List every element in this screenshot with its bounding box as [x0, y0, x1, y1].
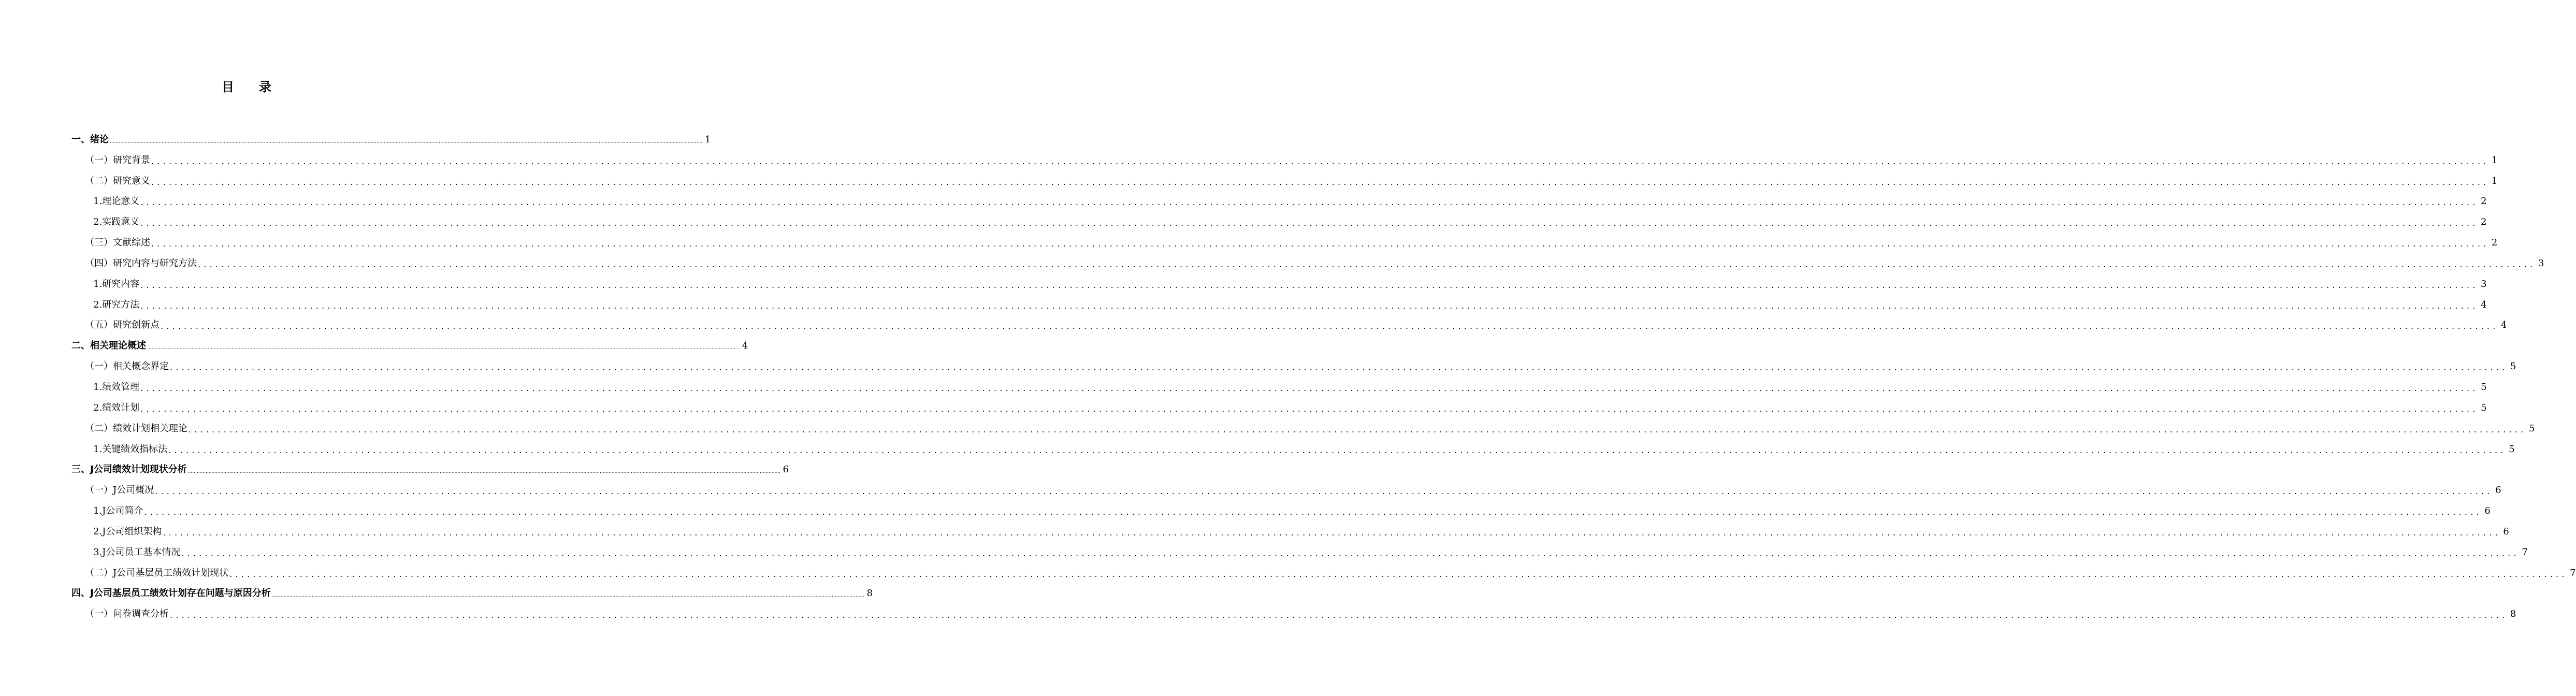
toc-page-number: 7: [2522, 546, 2528, 558]
toc-entry-text: 2.J公司组织架构: [93, 526, 162, 537]
dot-leader: ................................................................................................................................................................................................................................................................................................................................................................................................................: [144, 507, 2482, 517]
toc-entry[interactable]: [0, 456, 789, 477]
toc-entry[interactable]: [0, 147, 2498, 167]
toc-page-number: 5: [2481, 381, 2487, 393]
dot-leader: ................................................................................................................................................................................................................................................................................................................................................................................................................: [170, 363, 2508, 373]
toc-page-number: 4: [742, 340, 748, 352]
toc-entry[interactable]: [0, 539, 2528, 559]
toc-entry[interactable]: [0, 394, 2487, 415]
dot-leader: ................................................................................................................................................................................................................................................................................................................................................................................................................: [187, 469, 781, 475]
toc-page-number: 4: [2481, 299, 2487, 310]
toc-entry[interactable]: [0, 332, 748, 353]
dot-leader: ................................................................................................................................................................................................................................................................................................................................................................................................................: [140, 218, 2479, 228]
toc-entry-text: 2.研究方法: [93, 299, 140, 310]
toc-entry-text: （五）研究创新点: [85, 320, 160, 331]
toc-page-number: 3: [2481, 278, 2487, 289]
toc-page-number: 7: [2570, 567, 2576, 578]
toc-entry[interactable]: [0, 600, 2516, 621]
toc-entry[interactable]: [0, 312, 2507, 332]
dot-leader: ................................................................................................................................................................................................................................................................................................................................................................................................................: [140, 300, 2479, 311]
toc-page-number: 8: [866, 588, 873, 599]
toc-entry-text: 1.关键绩效指标法: [93, 443, 168, 455]
toc-entry-text: （一）研究背景: [85, 154, 150, 166]
toc-entry-text: 一、绪论: [71, 134, 109, 145]
dot-leader: ................................................................................................................................................................................................................................................................................................................................................................................................................: [161, 321, 2499, 331]
toc-page-number: 1: [2491, 154, 2498, 166]
dot-leader: ................................................................................................................................................................................................................................................................................................................................................................................................................: [110, 139, 703, 144]
toc-page-number: 2: [2481, 216, 2487, 228]
toc-page-number: 5: [2528, 423, 2535, 434]
toc-entry-text: 1.绩效管理: [93, 381, 140, 393]
toc-entry-text: 四、J公司基层员工绩效计划存在问题与原因分析: [71, 588, 271, 599]
toc-entry[interactable]: [0, 126, 711, 147]
toc-entry[interactable]: [0, 353, 2516, 373]
toc-entry[interactable]: [0, 291, 2487, 312]
dot-leader: ................................................................................................................................................................................................................................................................................................................................................................................................................: [151, 239, 2490, 249]
toc-entry-text: 3.J公司员工基本情况: [93, 546, 181, 558]
toc-page-number: 6: [2495, 485, 2501, 496]
toc-page-number: 1: [704, 134, 711, 145]
toc-entry-text: 三、J公司绩效计划现状分析: [71, 464, 187, 475]
dot-leader: ................................................................................................................................................................................................................................................................................................................................................................................................................: [140, 403, 2479, 414]
toc-entry-text: （四）研究内容与研究方法: [85, 257, 197, 269]
toc-entry-text: （一）相关概念界定: [85, 361, 169, 372]
dot-leader: ................................................................................................................................................................................................................................................................................................................................................................................................................: [170, 610, 2508, 620]
toc-entry-text: 2.绩效计划: [93, 402, 140, 413]
toc-page-number: 8: [2510, 608, 2516, 620]
toc-entry[interactable]: [0, 167, 2498, 188]
dot-leader: ................................................................................................................................................................................................................................................................................................................................................................................................................: [140, 383, 2479, 393]
toc-entry-text: （一）J公司概况: [85, 485, 154, 496]
toc-entry-text: 2.实践意义: [93, 216, 140, 228]
toc-entry[interactable]: [0, 208, 2487, 229]
dot-leader: ................................................................................................................................................................................................................................................................................................................................................................................................................: [168, 445, 2507, 455]
dot-leader: ................................................................................................................................................................................................................................................................................................................................................................................................................: [271, 593, 865, 599]
dot-leader: ................................................................................................................................................................................................................................................................................................................................................................................................................: [147, 345, 740, 351]
toc-entry-text: （二）研究意义: [85, 175, 150, 186]
toc-page-number: 2: [2481, 196, 2487, 207]
toc-page-number: 5: [2510, 361, 2516, 372]
dot-leader: ................................................................................................................................................................................................................................................................................................................................................................................................................: [229, 569, 2568, 579]
toc-entry[interactable]: [0, 476, 2501, 497]
toc-entry[interactable]: [0, 270, 2487, 291]
toc-entry[interactable]: [0, 250, 2544, 270]
toc-entry-text: （二）J公司基层员工绩效计划现状: [85, 567, 229, 578]
toc-entry-text: （三）文献综述: [85, 237, 150, 249]
toc-page-number: 6: [783, 464, 789, 475]
toc-page-number: 4: [2500, 320, 2507, 331]
toc-page-number: 5: [2509, 443, 2515, 455]
toc-list: [0, 126, 2576, 621]
toc-entry[interactable]: [0, 188, 2487, 209]
toc-entry-text: 1.研究内容: [93, 278, 140, 289]
toc-entry[interactable]: [0, 559, 2576, 580]
dot-leader: ................................................................................................................................................................................................................................................................................................................................................................................................................: [151, 156, 2490, 166]
toc-page-number: 3: [2538, 257, 2544, 269]
toc-entry[interactable]: [0, 229, 2498, 250]
dot-leader: ................................................................................................................................................................................................................................................................................................................................................................................................................: [181, 548, 2520, 558]
toc-entry[interactable]: [0, 518, 2509, 539]
toc-page-number: 6: [2484, 505, 2491, 517]
toc-entry[interactable]: [0, 580, 873, 601]
toc-entry-text: 1.理论意义: [93, 196, 140, 207]
toc-entry-text: （一）问卷调查分析: [85, 608, 169, 620]
dot-leader: ................................................................................................................................................................................................................................................................................................................................................................................................................: [198, 259, 2536, 269]
toc-entry-text: （二）绩效计划相关理论: [85, 423, 187, 434]
dot-leader: ................................................................................................................................................................................................................................................................................................................................................................................................................: [140, 280, 2479, 290]
toc-page-number: 1: [2491, 175, 2498, 186]
toc-entry[interactable]: [0, 497, 2491, 518]
toc-entry[interactable]: [0, 373, 2487, 394]
toc-title: 目录: [222, 80, 296, 94]
toc-entry-text: 二、相关理论概述: [71, 340, 146, 352]
toc-entry[interactable]: [0, 436, 2515, 456]
dot-leader: ................................................................................................................................................................................................................................................................................................................................................................................................................: [163, 527, 2501, 538]
toc-entry[interactable]: [0, 415, 2535, 436]
toc-page-number: 2: [2491, 237, 2498, 249]
toc-entry-text: 1.J公司简介: [93, 505, 143, 517]
dot-leader: ................................................................................................................................................................................................................................................................................................................................................................................................................: [189, 424, 2527, 434]
toc-page-number: 5: [2481, 402, 2487, 413]
dot-leader: ................................................................................................................................................................................................................................................................................................................................................................................................................: [151, 177, 2490, 187]
dot-leader: ................................................................................................................................................................................................................................................................................................................................................................................................................: [155, 486, 2493, 497]
dot-leader: ................................................................................................................................................................................................................................................................................................................................................................................................................: [140, 197, 2479, 208]
toc-page-number: 6: [2503, 526, 2509, 537]
